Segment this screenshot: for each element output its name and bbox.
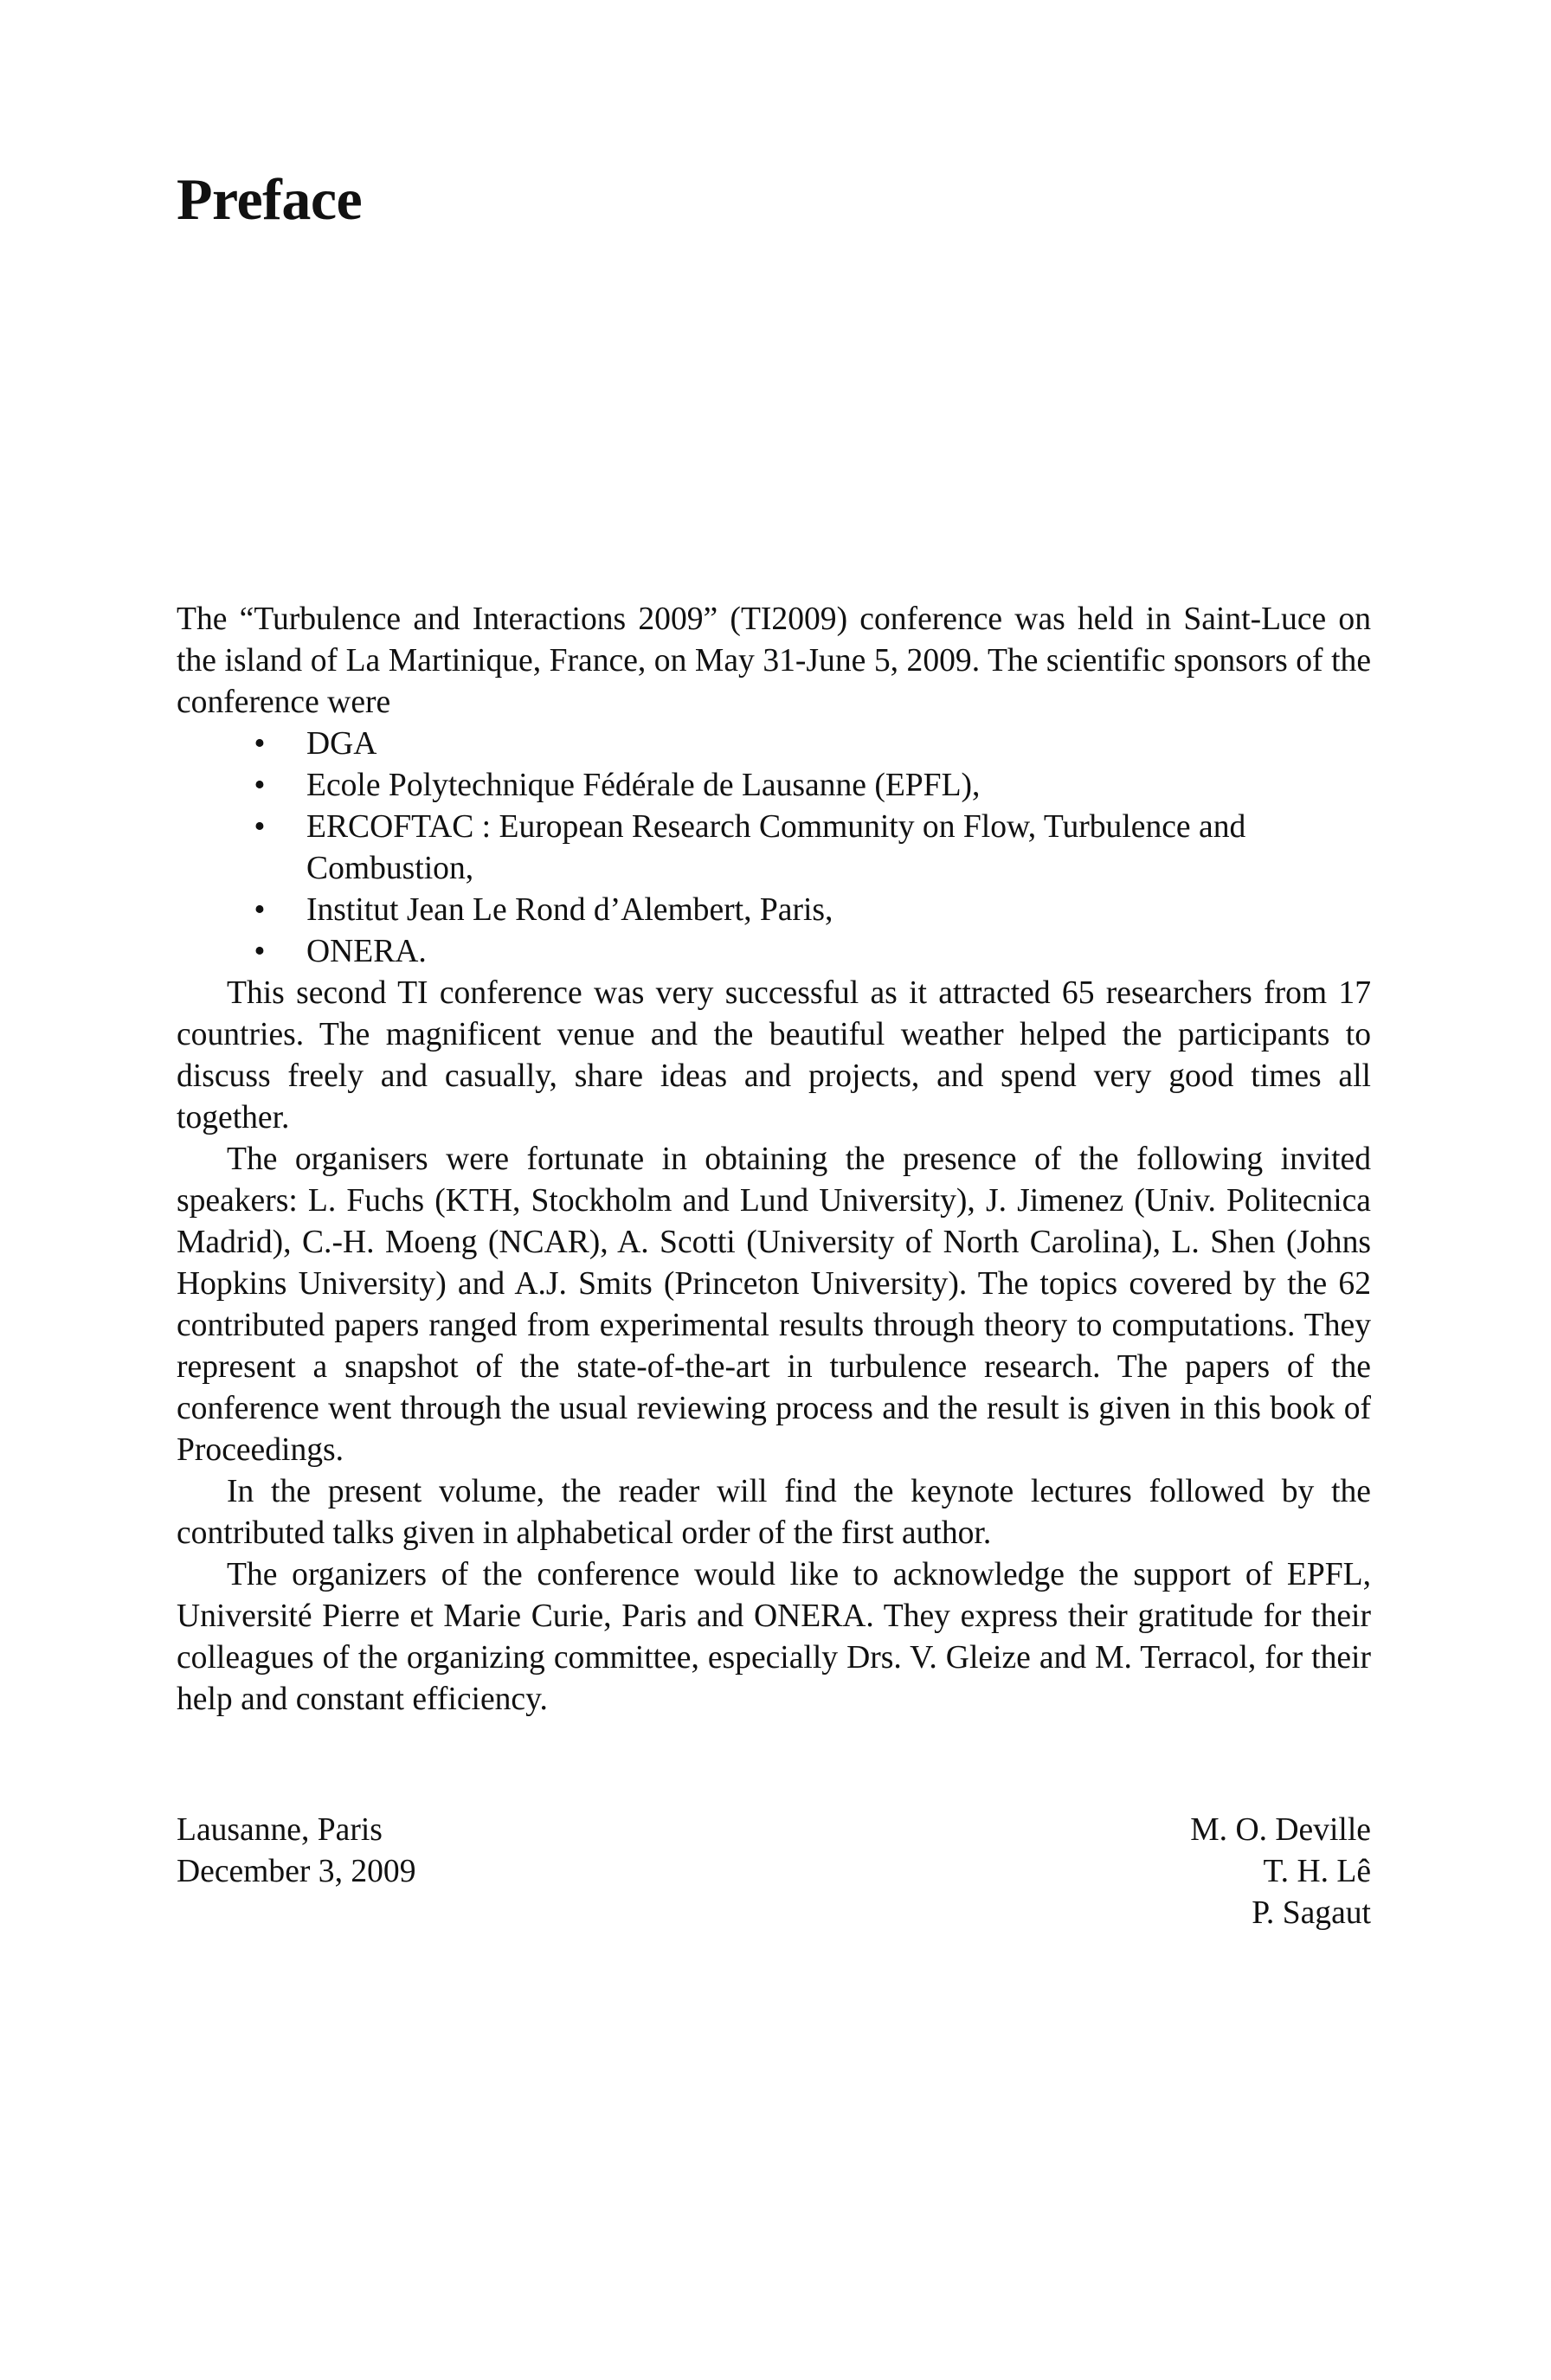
paragraph-speakers: The organisers were fortunate in obtaining the presence of the following invited speakers: L. Fuchs (KTH, Stockholm and Lund University), J. Jimenez (Univ. Politecnica Madrid), C.-H. Moeng (NCAR), A. Scotti (University of North Carolina), L. Shen (Johns Hopkins University) and A.J. Smits (Princeton University). The topics covered by the 62 contributed papers ranged from experimental results through theory to computations. They represent a snapshot of the state-of-the-art in turbulence research. The papers of the conference went through the usual reviewing process and the result is given in this book of Proceedings. (177, 1142, 1371, 1468)
page-title: Preface (177, 166, 363, 232)
author-name: T. H. Lê (1263, 1854, 1371, 1889)
sponsor-text: DGA (306, 726, 377, 762)
preface-body (177, 599, 1371, 1721)
bullet-icon: • (254, 892, 266, 928)
sponsor-text: ERCOFTAC : European Research Community on Flow, Turbulence and Combustion, (306, 809, 1246, 886)
intro-paragraph: The “Turbulence and Interactions 2009” (TI2009) conference was held in Saint-Luce on the island of La Martinique, France, on May 31-June 5, 2009. The scientific sponsors of the conference were (177, 601, 1371, 720)
bullet-icon: • (254, 726, 266, 762)
author-name: P. Sagaut (1252, 1895, 1371, 1931)
sponsor-item-dalembert (177, 890, 1371, 931)
sponsor-item-onera (177, 931, 1371, 973)
bullet-icon: • (254, 768, 266, 803)
signature-authors (1190, 1810, 1371, 1934)
preface-page (177, 0, 1371, 2380)
sponsor-item-epfl (177, 765, 1371, 807)
sponsor-text: Institut Jean Le Rond d’Alembert, Paris, (306, 892, 833, 928)
paragraph-volume: In the present volume, the reader will find the keynote lectures followed by the contributed talks given in alphabetical order of the first author. (177, 1474, 1371, 1551)
sponsor-item-ercoftac (177, 807, 1371, 890)
sponsor-item-dga (177, 724, 1371, 765)
bullet-icon: • (254, 809, 266, 845)
signature-date: December 3, 2009 (177, 1854, 416, 1889)
signature-place-date (177, 1810, 416, 1893)
sponsor-list (177, 724, 1371, 973)
paragraph-acknowledgement: The organizers of the conference would like to acknowledge the support of EPFL, Université Pierre et Marie Curie, Paris and ONERA. They express their gratitude for their colleagues of the organizing committee, especially Drs. V. Gleize and M. Terracol, for their help and constant efficiency. (177, 1557, 1371, 1717)
author-name: M. O. Deville (1190, 1812, 1371, 1848)
paragraph-success: This second TI conference was very successful as it attracted 65 researchers from 17 countries. The magnificent venue and the beautiful weather helped the participants to discuss freely and casually, share ideas and projects, and spend very good times all together. (177, 975, 1371, 1135)
sponsor-text: ONERA. (306, 934, 427, 969)
signature-place: Lausanne, Paris (177, 1812, 383, 1848)
bullet-icon: • (254, 934, 266, 969)
sponsor-text: Ecole Polytechnique Fédérale de Lausanne (EPFL), (306, 768, 981, 803)
